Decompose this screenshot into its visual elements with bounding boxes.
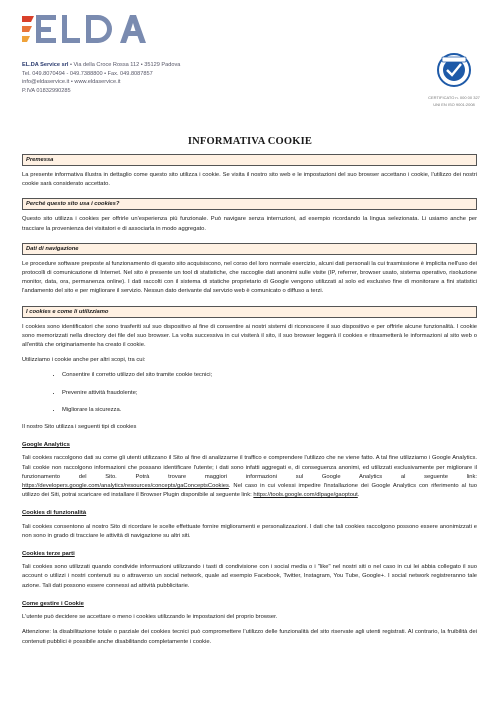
elda-logo — [22, 12, 162, 48]
certification-seal-icon — [436, 52, 472, 88]
letterhead — [22, 12, 482, 120]
subheading-gestire: Come gestire i Cookie — [22, 600, 84, 607]
company-address: Via della Croce Rossa 112 • 35129 Padova — [73, 62, 181, 68]
document-body — [22, 154, 477, 653]
list-item: • Migliorare la sicurezza. — [62, 406, 477, 415]
premessa-paragraph: La presente informativa illustra in dettaglio come questo sito utilizza i cookie. Se visita il nostro sito web e le impostazioni del suo browser accettano i cookie, l'utilizzo dei nostri cookie sarà considerato accettato. — [22, 172, 477, 188]
utilizzo-paragraph-3: Il nostro Sito utilizza i seguenti tipi di cookies — [22, 424, 137, 431]
purposes-list — [22, 371, 477, 415]
company-vat: P.IVA 01832990285 — [22, 87, 71, 94]
terze-paragraph: Tali cookies sono utilizzati quando condivide informazioni utilizzando i tasti di condivisione con i social media o i "like" nel nostri siti o nel caso in cui lei abbia collegato il suo account o utilizzi i nostri contenuti su o attraverso un social network, quale ad esempio Facebook, Twitter, Instagram, You Tube, Google+. I social network registreranno tale azione. Tali dati possono essere connessi ad attività pubblicitarie. — [22, 564, 477, 589]
utilizzo-paragraph-2: Utilizziamo i cookie anche per altri scopi, tra cui: — [22, 357, 146, 364]
company-name: EL.DA Service srl — [22, 62, 69, 68]
section-heading-dati: Dati di navigazione — [22, 243, 477, 255]
link-ga-optout[interactable]: https://tools.google.com/dlpage/gaoptout — [253, 492, 358, 499]
company-emails: info@eldaservice.it • www.eldaservice.it — [22, 79, 121, 86]
section-heading-utilizzo: I cookies e come li utilizziamo — [22, 306, 477, 318]
certification-block — [424, 52, 484, 107]
gestire-paragraph-1: L'utente può decidere se accettare o meno i cookies utilizzando le impostazioni del proprio browser. — [22, 614, 278, 621]
gestire-paragraph-2: Attenzione: la disabilitazione totale o parziale dei cookies tecnici può compromettere l'utilizzo delle funzionalità del sito riservate agli utenti registrati. Al contrario, la fruibilità dei contenuti pubblici è possibile anche disabilitando completamente i cookie. — [22, 629, 477, 645]
company-phone-fax: Tel. 049.8070494 - 049.7388800 • Fax. 049.8087857 — [22, 70, 153, 77]
analytics-paragraph — [22, 454, 477, 500]
document-title: INFORMATIVA COOKIE — [187, 136, 313, 147]
utilizzo-paragraph-1: I cookies sono identificatori che sono trasferiti sul suo dispositivo al fine di consentire ai nostri sistemi di riconoscere il suo dispositivo e per offrirle alcune funzionalità. I cookie sono memorizzati nella directory dei file del suo browser. La volta successiva in cui visiterà il sito, il suo browser leggerà il cookies e ritrasmetterà le informazioni al sito web o all'entità che originariamente ha creato il cookie. — [22, 323, 477, 349]
funzionalita-paragraph: Tali cookies consentono al nostro Sito di ricordare le scelte effettuate fornire miglioramenti e personalizzazioni. I dati che tali cookies raccolgono possono essere anonimizzati e non sono in grado di tracciare le attività di navigazione su altri siti. — [22, 523, 477, 539]
certificate-number: CERTIFICATO n. 000 00 327 — [428, 95, 480, 100]
section-heading-perche: Perché questo sito usa i cookies? — [22, 198, 477, 210]
analytics-text-a: Tali cookies raccolgono dati su come gli utenti utilizzano il Sito al fine di analizzarne il traffico e comprendere l'utilizzo che ne viene fatto. A tal fine utilizziamo i Google Analytics. Tali cookie non raccolgono informazioni che possano identificare l'utente; i dati sono infatti aggregati e, di conseguenza anonimi, ed utilizzati esclusivamente per migliorare il funzionamento del Sito. Potrà trovare maggiori informazioni sul Google Analytics al seguente link: — [22, 455, 477, 480]
certificate-standard: UNI EN ISO 9001:2008 — [433, 102, 475, 107]
dati-paragraph: Le procedure software preposte al funzionamento di questo sito acquisiscono, nel corso del loro normale esercizio, alcuni dati personali la cui trasmissione è implicita nell'uso dei protocolli di comunicazione di Internet. Nel sito è presente un tool di statistiche, che raccoglie dati anonimi sulle visite (IP, referrer, browser usato, sistema operativo, risoluzione monitor, data, ora, permanenza online). I dati raccolti con il sistema di statiche proprietario di Google vengono utilizzati al solo ed esclusivo fine di monitorare a fini statistici l'andamento del sito e per migliorare il servizio. Nessun dato derivante dal servizio web è comunicato o diffuso a terzi. — [22, 260, 477, 295]
section-heading-premessa: Premessa — [22, 154, 477, 166]
analytics-text-b: . Nel caso in cui volessi impedire l'installazione dei Google Analytics con riferimento al tuo utilizzo dei Siti, potrai scaricare ed installare il Browser Plugin disponibile al seguente link: — [22, 483, 477, 499]
analytics-text-c: . — [357, 492, 360, 499]
list-item: • Prevenire attività fraudolente; — [62, 389, 477, 398]
subheading-terze-parti: Cookies terze parti — [22, 551, 75, 558]
subheading-funzionalita: Cookies di funzionalità — [22, 510, 87, 517]
link-ga-cookies[interactable]: https://developers.google.com/analytics/resources/concepts/gaConceptsCookies — [22, 483, 229, 490]
company-info: EL.DA Service srl • Via della Croce Rossa 112 • 35129 Padova Tel. 049.8070494 - 049.7388800 • Fax. 049.8087857 info@eldaservice.it • www.eldaservice.it P.IVA 01832990285 — [22, 61, 312, 95]
list-item: • Consentire il corretto utilizzo del sito tramite cookie tecnici; — [62, 371, 477, 380]
subheading-google-analytics: Google Analytics — [22, 442, 70, 449]
perche-paragraph: Questo sito utilizza i cookies per offrirle un'esperienza più funzionale. Può navigare senza interruzioni, ad esempio ricordando la lingua selezionata. Li usiamo anche per tracciare la provenienza dei visitatori e di associarla in modo aggregato. — [22, 216, 477, 232]
